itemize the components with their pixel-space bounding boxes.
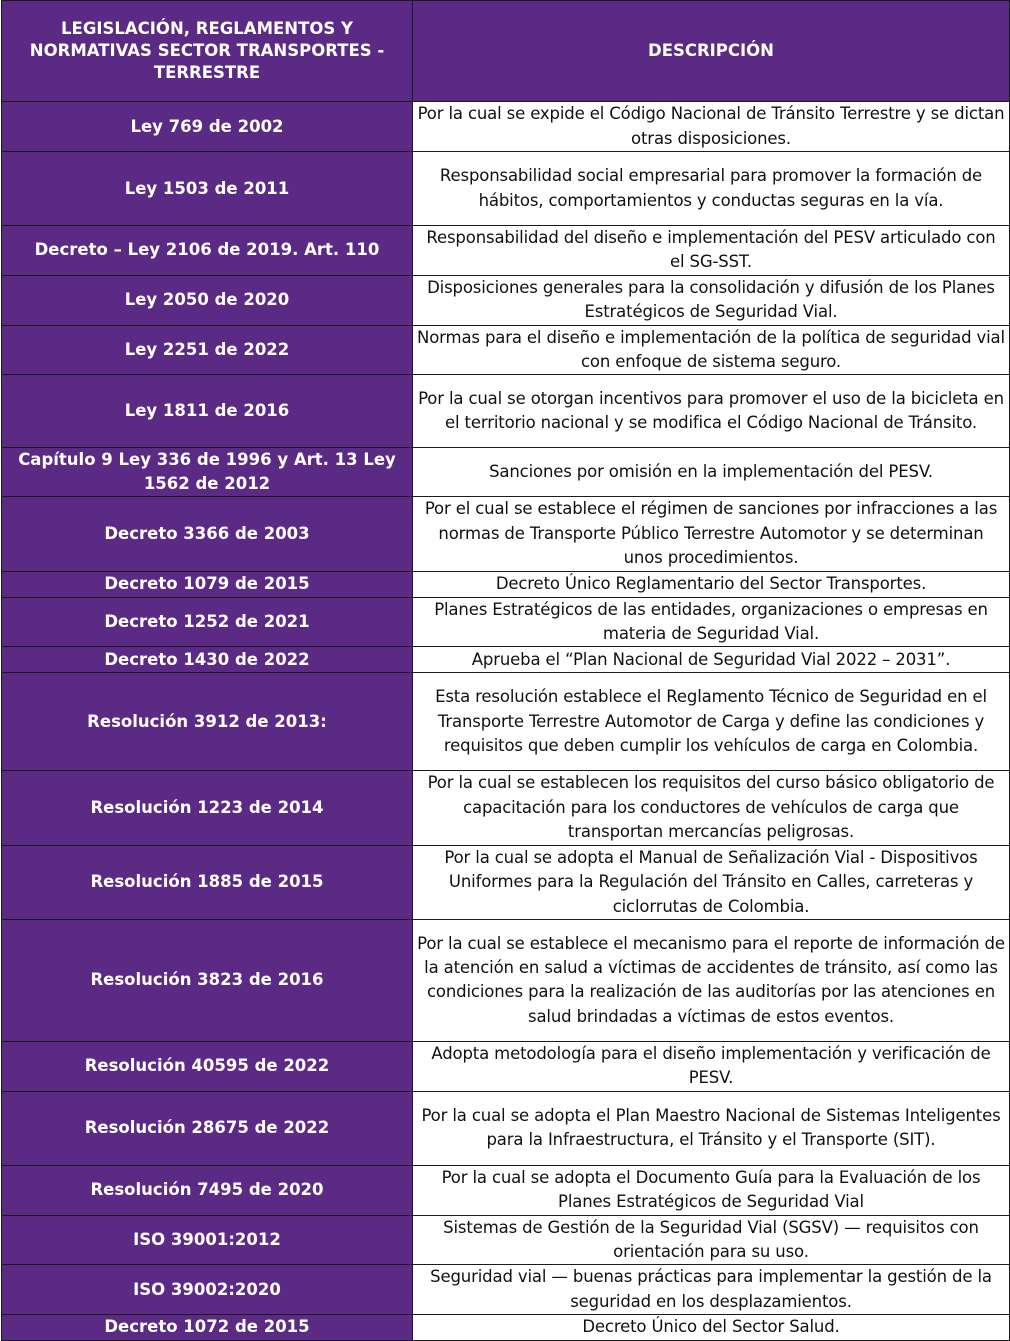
table-row [2, 571, 1010, 597]
law-cell: ISO 39002:2020 [2, 1265, 413, 1315]
law-cell: Resolución 1223 de 2014 [2, 771, 413, 845]
description-cell: Por la cual se adopta el Documento Guía para la Evaluación de los Planes Estratégicos de Seguridad Vial [413, 1165, 1010, 1215]
table-row [2, 102, 1010, 152]
description-cell: Por la cual se expide el Código Nacional de Tránsito Terrestre y se dictan otras disposiciones. [413, 102, 1010, 152]
table-row [2, 1041, 1010, 1091]
description-cell: Disposiciones generales para la consolidación y difusión de los Planes Estratégicos de Seguridad Vial. [413, 275, 1010, 325]
header-legislation: LEGISLACIÓN, REGLAMENTOS Y NORMATIVAS SECTOR TRANSPORTES - TERRESTRE [2, 1, 413, 102]
law-cell: Decreto 3366 de 2003 [2, 497, 413, 571]
description-cell: Esta resolución establece el Reglamento Técnico de Seguridad en el Transporte Terrestre Automotor de Carga y define las condiciones y requisitos que deben cumplir los vehículos de carga en Colombia. [413, 673, 1010, 771]
law-cell: Decreto 1079 de 2015 [2, 571, 413, 597]
law-cell: ISO 39001:2012 [2, 1215, 413, 1265]
law-cell: Resolución 3912 de 2013: [2, 673, 413, 771]
table-row [2, 1091, 1010, 1165]
law-cell: Ley 769 de 2002 [2, 102, 413, 152]
law-cell: Resolución 7495 de 2020 [2, 1165, 413, 1215]
table-row [2, 647, 1010, 673]
description-cell: Decreto Único Reglamentario del Sector Transportes. [413, 571, 1010, 597]
description-cell: Por el cual se establece el régimen de sanciones por infracciones a las normas de Transporte Público Terrestre Automotor y se determinan unos procedimientos. [413, 497, 1010, 571]
description-cell: Por la cual se otorgan incentivos para promover el uso de la bicicleta en el territorio nacional y se modifica el Código Nacional de Tránsito. [413, 375, 1010, 448]
legislation-table [1, 0, 1010, 1341]
law-cell: Decreto 1252 de 2021 [2, 597, 413, 647]
table-row [2, 275, 1010, 325]
description-cell: Responsabilidad del diseño e implementación del PESV articulado con el SG-SST. [413, 226, 1010, 276]
description-cell: Por la cual se adopta el Plan Maestro Nacional de Sistemas Inteligentes para la Infraestructura, el Tránsito y el Transporte (SIT). [413, 1091, 1010, 1165]
law-cell: Ley 1811 de 2016 [2, 375, 413, 448]
description-cell: Normas para el diseño e implementación de la política de seguridad vial con enfoque de sistema seguro. [413, 325, 1010, 375]
law-cell: Ley 1503 de 2011 [2, 152, 413, 226]
law-cell: Resolución 1885 de 2015 [2, 845, 413, 919]
description-cell: Planes Estratégicos de las entidades, organizaciones o empresas en materia de Seguridad Vial. [413, 597, 1010, 647]
description-cell: Por la cual se establece el mecanismo para el reporte de información de la atención en salud a víctimas de accidentes de tránsito, así como las condiciones para la realización de las auditorías por las atenciones en salud brindadas a víctimas de estos eventos. [413, 919, 1010, 1041]
description-cell: Seguridad vial — buenas prácticas para implementar la gestión de la seguridad en los desplazamientos. [413, 1265, 1010, 1315]
table-row [2, 919, 1010, 1041]
table-row [2, 1265, 1010, 1315]
description-cell: Aprueba el “Plan Nacional de Seguridad Vial 2022 – 2031”. [413, 647, 1010, 673]
table-row [2, 597, 1010, 647]
law-cell: Ley 2251 de 2022 [2, 325, 413, 375]
description-cell: Por la cual se adopta el Manual de Señalización Vial - Dispositivos Uniformes para la Regulación del Tránsito en Calles, carreteras y ciclorrutas de Colombia. [413, 845, 1010, 919]
table-row [2, 1315, 1010, 1340]
table-row [2, 673, 1010, 771]
table-row [2, 771, 1010, 845]
table-row [2, 152, 1010, 226]
description-cell: Decreto Único del Sector Salud. [413, 1315, 1010, 1340]
header-description: DESCRIPCIÓN [413, 1, 1010, 102]
law-cell: Capítulo 9 Ley 336 de 1996 y Art. 13 Ley 1562 de 2012 [2, 448, 413, 497]
law-cell: Resolución 28675 de 2022 [2, 1091, 413, 1165]
table-row [2, 845, 1010, 919]
law-cell: Decreto – Ley 2106 de 2019. Art. 110 [2, 226, 413, 276]
description-cell: Sistemas de Gestión de la Seguridad Vial (SGSV) — requisitos con orientación para su uso. [413, 1215, 1010, 1265]
table-row [2, 375, 1010, 448]
table-row [2, 497, 1010, 571]
table-header-row [2, 1, 1010, 102]
table-row [2, 1165, 1010, 1215]
table-row [2, 1215, 1010, 1265]
table-row [2, 325, 1010, 375]
description-cell: Por la cual se establecen los requisitos del curso básico obligatorio de capacitación para los conductores de vehículos de carga que transportan mercancías peligrosas. [413, 771, 1010, 845]
law-cell: Resolución 40595 de 2022 [2, 1041, 413, 1091]
table-row [2, 226, 1010, 276]
table-row [2, 448, 1010, 497]
law-cell: Decreto 1430 de 2022 [2, 647, 413, 673]
law-cell: Decreto 1072 de 2015 [2, 1315, 413, 1340]
description-cell: Sanciones por omisión en la implementación del PESV. [413, 448, 1010, 497]
law-cell: Ley 2050 de 2020 [2, 275, 413, 325]
law-cell: Resolución 3823 de 2016 [2, 919, 413, 1041]
description-cell: Adopta metodología para el diseño implementación y verificación de PESV. [413, 1041, 1010, 1091]
description-cell: Responsabilidad social empresarial para promover la formación de hábitos, comportamientos y conductas seguras en la vía. [413, 152, 1010, 226]
